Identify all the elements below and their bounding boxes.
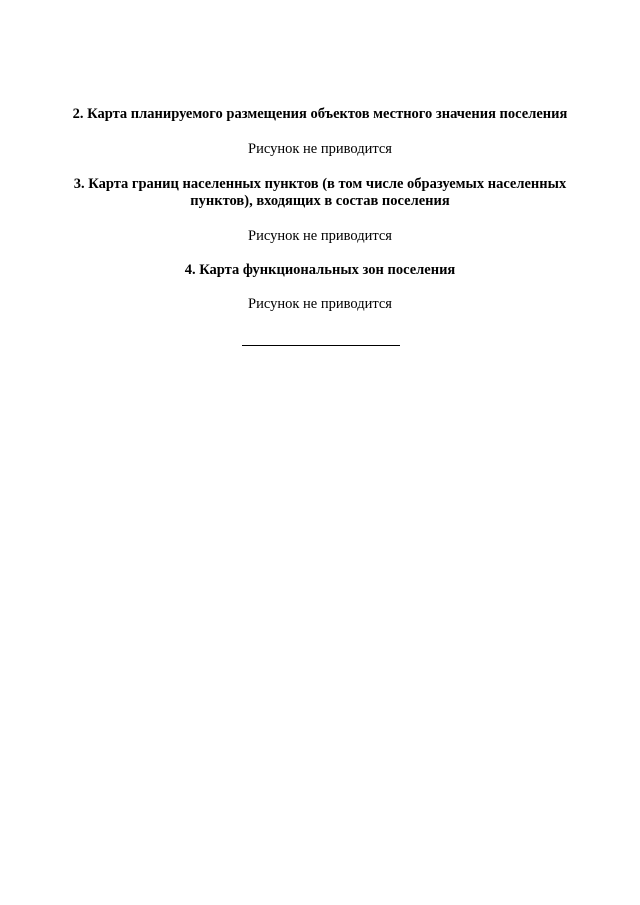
end-divider-line xyxy=(242,345,400,346)
section-3-figure-note: Рисунок не приводится xyxy=(248,228,392,244)
section-2-figure-note: Рисунок не приводится xyxy=(248,141,392,157)
section-4-figure-note: Рисунок не приводится xyxy=(248,296,392,312)
section-4-heading: 4. Карта функциональных зон поселения xyxy=(184,262,456,278)
section-2-heading: 2. Карта планируемого размещения объектов местного значения поселения xyxy=(72,106,568,122)
section-3-heading: 3. Карта границ населенных пунктов (в том числе образуемых населенных пунктов), входящих в состав поселения xyxy=(73,176,567,209)
